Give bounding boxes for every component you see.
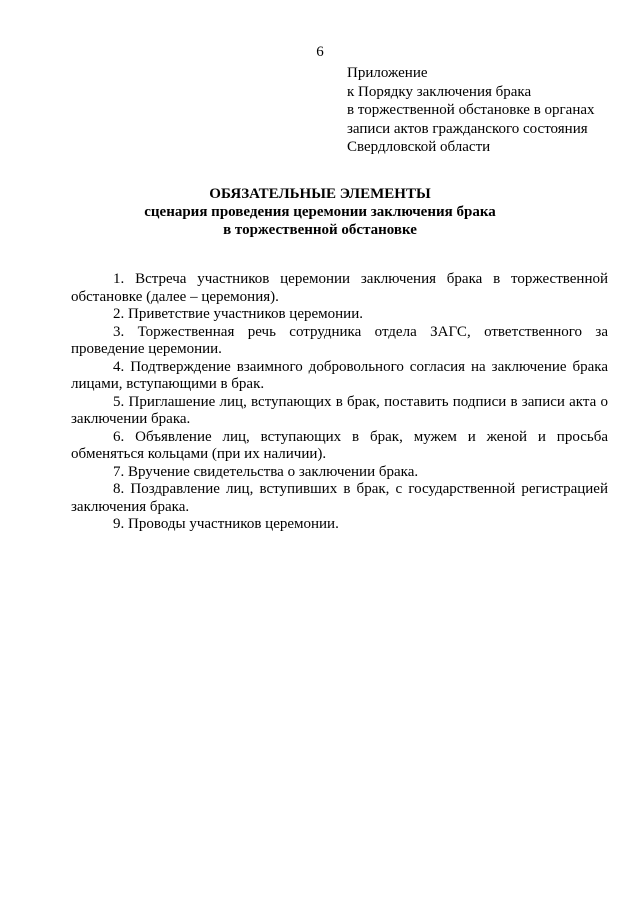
list-item	[71, 516, 608, 534]
list-item	[71, 429, 608, 464]
item-text: Проводы участников церемонии.	[128, 516, 339, 532]
appendix-line: Свердловской области	[347, 139, 491, 155]
list-item	[71, 464, 608, 482]
item-text: Приветствие участников церемонии.	[128, 306, 363, 322]
heading-subtitle: сценария проведения церемонии заключения брака	[144, 204, 496, 220]
item-text: Поздравление лиц, вступивших в брак, с государственной регистрацией заключения брака.	[71, 481, 608, 515]
appendix-line: к Порядку заключения брака	[347, 83, 532, 100]
item-number: 3.	[113, 323, 125, 340]
item-number: 2.	[113, 306, 125, 322]
item-text: Объявление лиц, вступающих в брак, мужем и женой и просьба обменяться кольцами (при их наличии).	[71, 428, 608, 462]
item-number: 7.	[113, 463, 125, 480]
appendix-block	[347, 64, 627, 157]
page-number: 6	[316, 44, 324, 60]
items-list	[71, 271, 608, 534]
appendix-line: Приложение	[347, 65, 428, 81]
item-text: Вручение свидетельства о заключении брака.	[128, 463, 419, 480]
appendix-line: в торжественной обстановке в органах	[347, 102, 595, 118]
heading-subtitle: в торжественной обстановке	[223, 222, 417, 238]
item-number: 9.	[113, 516, 125, 532]
item-number: 4.	[113, 358, 125, 375]
item-text: Встреча участников церемонии заключения брака в торжественной обстановке (далее – церемония).	[71, 271, 609, 305]
list-item	[71, 271, 608, 306]
item-number: 8.	[113, 481, 125, 497]
list-item	[71, 324, 608, 359]
item-text: Подтверждение взаимного добровольного согласия на заключение брака лицами, вступающими в брак.	[71, 358, 609, 392]
list-item	[71, 394, 608, 429]
item-number: 1.	[113, 271, 125, 287]
item-number: 6.	[113, 428, 125, 445]
appendix-line: записи актов гражданского состояния	[347, 120, 588, 137]
list-item	[71, 359, 608, 394]
heading-title: ОБЯЗАТЕЛЬНЫЕ ЭЛЕМЕНТЫ	[209, 186, 431, 202]
document-heading	[0, 185, 640, 239]
item-text: Торжественная речь сотрудника отдела ЗАГС, ответственного за проведение церемонии.	[71, 323, 608, 357]
list-item	[71, 306, 608, 324]
item-text: Приглашение лиц, вступающих в брак, поставить подписи в записи акта о заключении брака.	[71, 393, 608, 427]
item-number: 5.	[113, 393, 125, 410]
list-item	[71, 481, 608, 516]
